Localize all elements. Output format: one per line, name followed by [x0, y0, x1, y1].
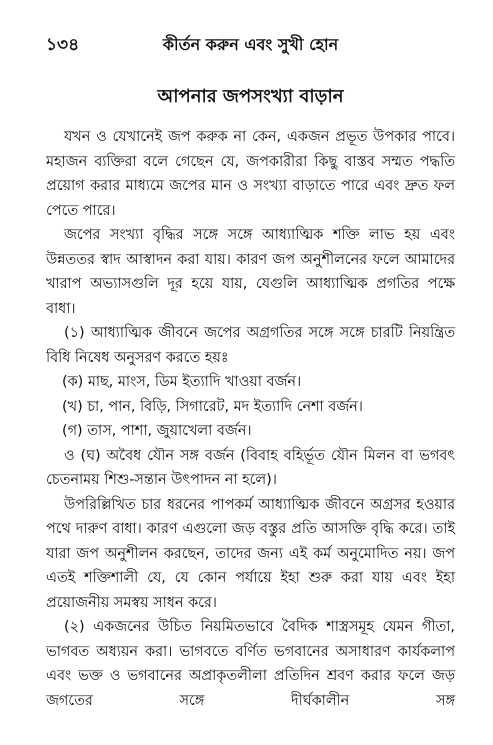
- list-item-kha: (খ) চা, পান, বিড়ি, সিগারেট, মদ ইত্যাদি নেশা বর্জন।: [62, 398, 363, 415]
- section-title: আপনার জপসংখ্যা বাড়ান: [157, 86, 344, 107]
- paragraph-rule-1: (১) আধ্যাত্মিক জীবনে জপের অগ্রগতির সঙ্গে সঙ্গে চারটি নিয়ন্ত্রিত বিধি নিষেধ অনুসরণ করতে হয়ঃ: [46, 325, 455, 366]
- body-text: [46, 125, 455, 713]
- paragraph-intro: যখন ও যেখানেই জপ করুক না কেন, একজন প্রভূত উপকার পাবে। মহাজন ব্যক্তিরা বলে গেছেন যে, জপকারীরা কিছু বাস্তব সম্মত পদ্ধতি প্রয়োগ করার মাধ্যমে জপের মান ও সংখ্যা বাড়াতে পারে এবং দ্রুত ফল পেতে পারে।: [46, 129, 455, 219]
- running-title: কীর্তন করুন এবং সুখী হোন: [162, 35, 339, 54]
- paragraph-rule-2: (২) একজনের উচিত নিয়মিতভাবে বৈদিক শাস্ত্রসমূহ যেমন গীতা, ভাগবত অধ্যয়ন করা। ভাগবতে বর্ণিত ভগবানের অসাধারণ কার্যকলাপ এবং ভক্ত ও ভগবানের অপ্রাকৃতলীলা প্রতিদিন শ্রবণ করার ফলে জড় জগতের সঙ্গে দীর্ঘকালীন সঙ্গ: [46, 619, 455, 709]
- paragraph-benefits: জপের সংখ্যা বৃদ্ধির সঙ্গে সঙ্গে আধ্যাত্মিক শক্তি লাভ হয় এবং উন্নততর স্বাদ আস্বাদন করা যায়। কারণ জপ অনুশীলনের ফলে আমাদের খারাপ অভ্যাসগুলি দূর হয়ে যায়, যেগুলি আধ্যাত্মিক প্রগতির পক্ষে বাধা।: [46, 227, 455, 317]
- page-number: ১৩৪: [46, 35, 80, 55]
- paragraph-sins: উপরিল্লিখিত চার ধরনের পাপকর্ম আধ্যাত্মিক জীবনে অগ্রসর হওয়ার পথে দারুণ বাধা। কারণ এগুলো জড় বস্তুর প্রতি আসক্তি বৃদ্ধি করে। তাই যারা জপ অনুশীলন করছেন, তাদের জন্য এই কর্ম অনুমোদিত নয়। জপ এতই শক্তিশালী যে, যে কোন পর্যায়ে ইহা শুরু করা যায় এবং ইহা প্রয়োজনীয় সমস্বয় সাধন করে।: [46, 496, 455, 611]
- paragraph-gha: ও (ঘ) অবৈধ যৌন সঙ্গ বর্জন (বিবাহ বহির্ভূত যৌন মিলন বা ভগবৎ চেতনাময় শিশু-সন্তান উৎপাদন না হলে)।: [46, 447, 455, 488]
- list-item-ka: (ক) মাছ, মাংস, ডিম ইত্যাদি খাওয়া বর্জন।: [62, 374, 302, 390]
- list-item-ga: (গ) তাস, পাশা, জুয়াখেলা বর্জন।: [62, 423, 252, 439]
- page-header: [46, 26, 455, 55]
